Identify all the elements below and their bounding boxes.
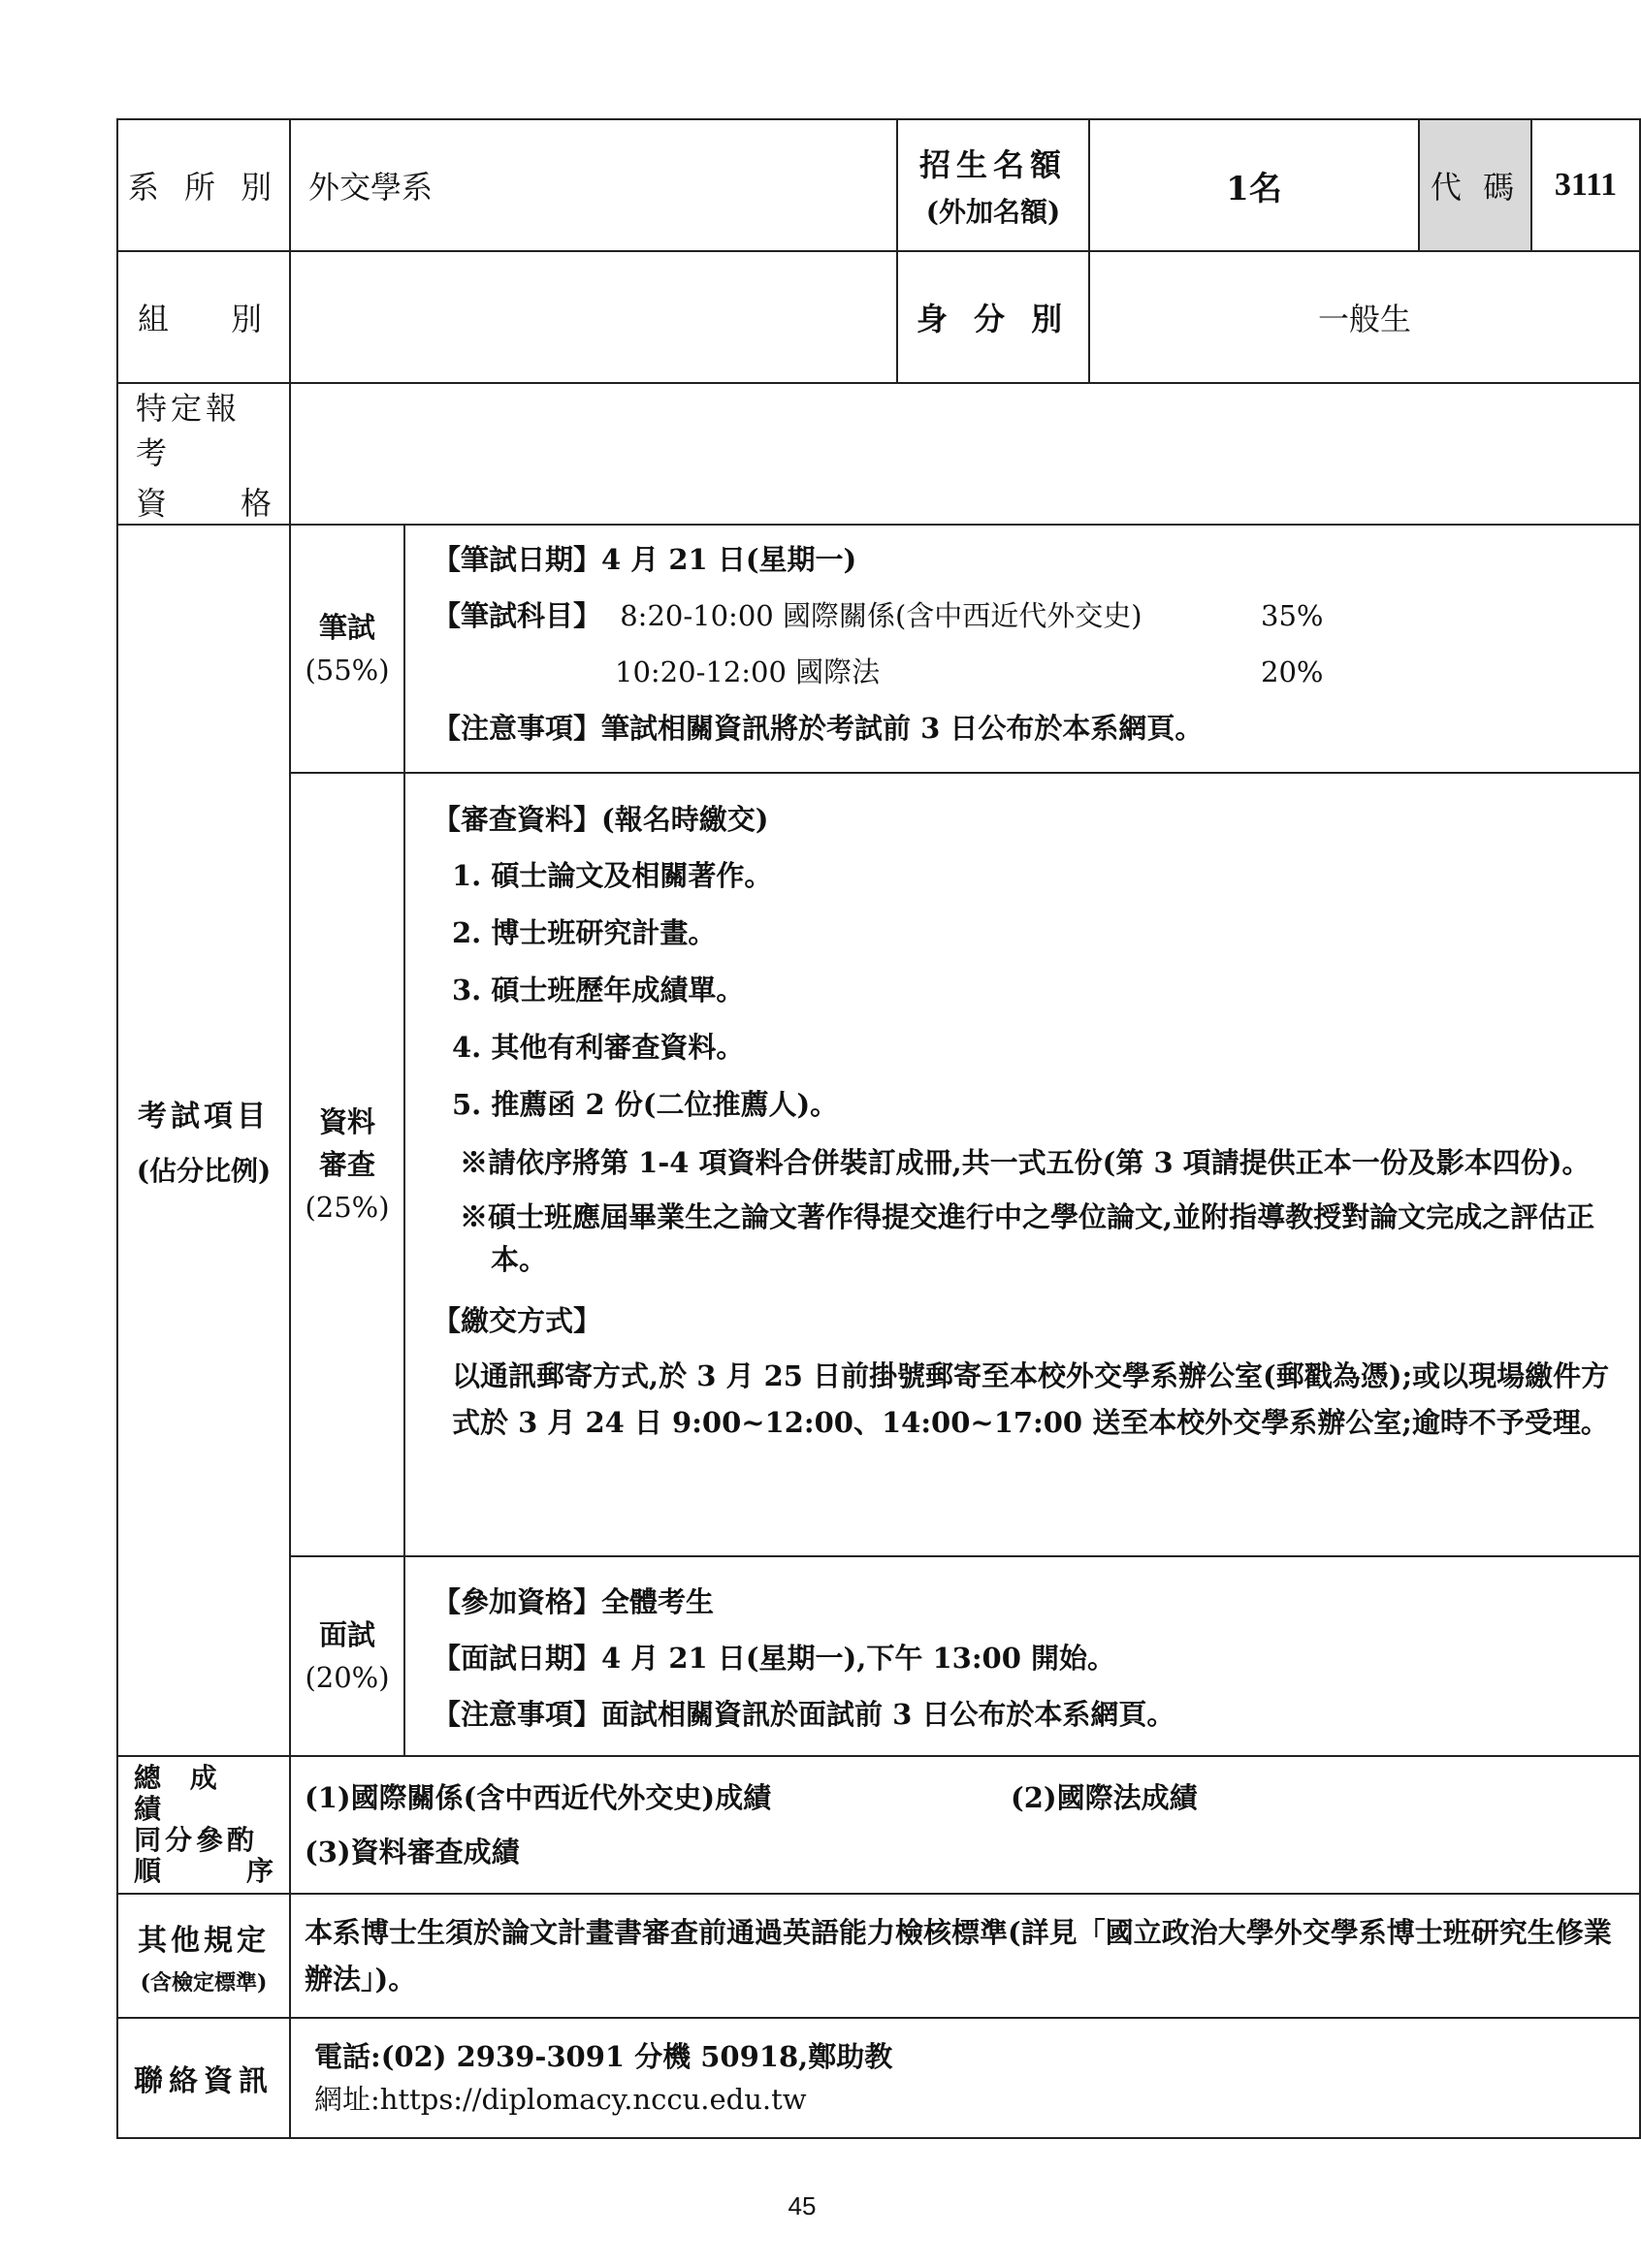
written-subject1: 8:20-10:00 國際關係(含中西近代外交史) xyxy=(620,599,1142,632)
written-subjects-head: 【筆試科目】 xyxy=(433,599,602,632)
written-subject1-pct: 35% xyxy=(1261,599,1324,632)
contact-phone: 電話:(02) 2939-3091 分機 50918,鄭助教 xyxy=(314,2040,893,2073)
group-label-b: 別 xyxy=(230,301,270,337)
review-item-5: 5. 推薦函 2 份(二位推薦人)。 xyxy=(452,1088,839,1121)
special-label-line1: 特定報考 xyxy=(136,390,241,471)
review-item-1: 1. 碩士論文及相關著作。 xyxy=(452,859,773,892)
code-value: 3111 xyxy=(1531,119,1640,251)
written-date: 【筆試日期】4 月 21 日(星期一) xyxy=(433,543,857,576)
written-label-pct: (55%) xyxy=(305,654,390,687)
written-subject2: 10:20-12:00 國際法 xyxy=(615,655,881,688)
quota-label-main: 招生名額 xyxy=(919,146,1068,183)
special-label xyxy=(117,383,290,525)
code-label: 代 碼 xyxy=(1419,119,1531,251)
contact-web: 網址:https://diplomacy.nccu.edu.tw xyxy=(314,2083,807,2116)
review-note-1: ※請依序將第 1-4 項資料合併裝訂成冊,共一式五份(第 3 項請提供正本一份及影本四份)。 xyxy=(460,1146,1591,1179)
review-note-2: ※碩士班應屆畢業生之論文著作得提交進行中之學位論文,並附指導教授對論文完成之評估正本。 xyxy=(460,1200,1595,1276)
review-label-1: 資料 xyxy=(318,1105,375,1138)
review-item-4: 4. 其他有利審查資料。 xyxy=(452,1031,745,1064)
status-label: 身 分 別 xyxy=(897,251,1089,383)
tie-label-2: 同分參酌 xyxy=(134,1824,259,1856)
other-label-1: 其他規定 xyxy=(138,1923,270,1958)
written-subject2-pct: 20% xyxy=(1261,655,1324,688)
interview-content xyxy=(404,1556,1640,1756)
quota-label xyxy=(897,119,1089,251)
quota-label-sub: (外加名額) xyxy=(925,196,1061,228)
review-label-pct: (25%) xyxy=(305,1191,390,1224)
review-item-2: 2. 博士班研究計畫。 xyxy=(452,916,717,949)
group-label-a: 組 xyxy=(138,301,177,337)
exam-label-sub: (佔分比例) xyxy=(136,1155,272,1187)
dept-label: 系 所 別 xyxy=(117,119,290,251)
quota-value: 1名 xyxy=(1089,119,1419,251)
review-label xyxy=(290,773,404,1556)
tie-item-3: (3)資料審查成績 xyxy=(305,1836,520,1869)
review-submit: 以通訊郵寄方式,於 3 月 25 日前掛號郵寄至本校外交學系辦公室(郵戳為憑);或以現場繳件方式於 3 月 24 日 9:00~12:00、14:00~17:00 送至本校外交學系辦公室;逾時不予受理。 xyxy=(452,1359,1610,1439)
tie-label-3b: 序 xyxy=(245,1855,274,1887)
other-label xyxy=(117,1894,290,2018)
written-note: 【注意事項】筆試相關資訊將於考試前 3 日公布於本系網頁。 xyxy=(433,712,1204,745)
other-value: 本系博士生須於論文計畫書審查前通過英語能力檢核標準(詳見「國立政治大學外交學系博士班研究生修業辦法」)。 xyxy=(290,1894,1640,2018)
special-value xyxy=(290,383,1640,525)
exam-label-main: 考試項目 xyxy=(138,1100,270,1134)
special-label-b: 格 xyxy=(240,485,272,522)
group-value xyxy=(290,251,897,383)
written-content xyxy=(404,525,1640,773)
review-submit-head: 【繳交方式】 xyxy=(433,1304,602,1337)
admission-table xyxy=(116,118,1641,2139)
contact-content xyxy=(290,2018,1640,2138)
written-label-name: 筆試 xyxy=(318,611,375,644)
exam-label xyxy=(117,525,290,1756)
contact-label: 聯絡資訊 xyxy=(117,2018,290,2138)
dept-value: 外交學系 xyxy=(290,119,897,251)
tie-label-3a: 順 xyxy=(134,1855,162,1887)
group-label xyxy=(117,251,290,383)
interview-label-name: 面試 xyxy=(318,1618,375,1651)
other-label-2: (含檢定標準) xyxy=(140,1969,268,1996)
interview-label xyxy=(290,1556,404,1756)
interview-eligibility: 【參加資格】全體考生 xyxy=(433,1585,715,1618)
status-value: 一般生 xyxy=(1089,251,1640,383)
review-label-2: 審查 xyxy=(318,1148,375,1181)
page-number: 45 xyxy=(788,2191,817,2220)
tie-content xyxy=(290,1756,1640,1894)
tie-label-1: 總 成 績 xyxy=(134,1762,227,1825)
review-item-3: 3. 碩士班歷年成績單。 xyxy=(452,974,745,1006)
review-content xyxy=(404,773,1640,1556)
interview-date: 【面試日期】4 月 21 日(星期一),下午 13:00 開始。 xyxy=(433,1642,1115,1675)
interview-note: 【注意事項】面試相關資訊於面試前 3 日公布於本系網頁。 xyxy=(433,1698,1175,1731)
tie-item-2: (2)國際法成績 xyxy=(1011,1781,1198,1814)
interview-label-pct: (20%) xyxy=(305,1661,390,1694)
written-label xyxy=(290,525,404,773)
written-subject1-row xyxy=(405,588,1639,644)
tie-label xyxy=(117,1756,290,1894)
special-label-a: 資 xyxy=(136,485,168,522)
review-head: 【審查資料】(報名時繳交) xyxy=(433,803,769,836)
tie-item-1: (1)國際關係(含中西近代外交史)成績 xyxy=(305,1781,772,1814)
written-subject2-row xyxy=(405,644,1639,700)
